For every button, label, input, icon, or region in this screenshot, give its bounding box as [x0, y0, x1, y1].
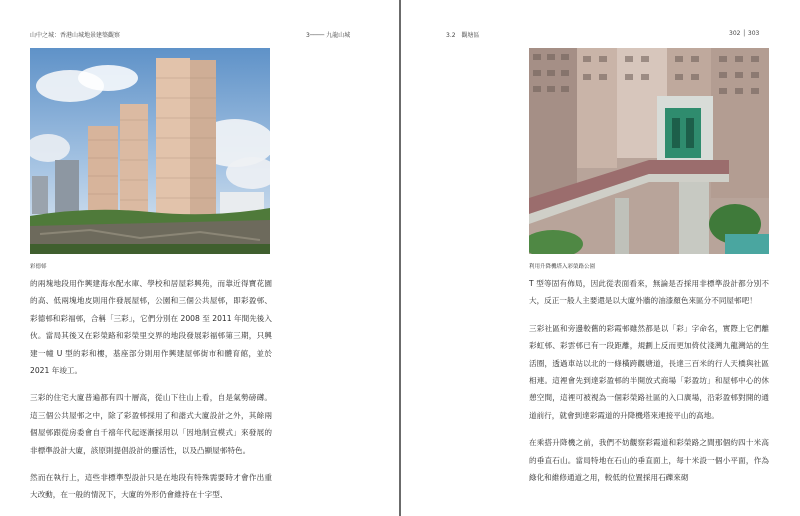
- right-body-text: [529, 275, 769, 496]
- left-paragraph-1: 的兩塊地段用作興建海水配水庫、學校和居屋彩興苑，而靠近得寶花園的高、低兩塊地皮則用作發展屋邨，公園和三個公共屋邨，即彩盈邨、彩德邨和彩福邨，合稱「三彩」，它們分別在 2008 至 2011 年間先後入伙。當局其後又在彩榮路和彩榮里交界的地段發展彩福邨第三期，只興建一幢 U 型的彩和樓，基座部分則用作興建屋邨街市和體育館，並於 2021 年竣工。: [30, 279, 272, 376]
- left-body-text: [30, 275, 272, 514]
- estate-photo-illustration: [30, 48, 270, 254]
- right-photo-caption: 利用升降機塔入彩榮路公園: [529, 264, 596, 270]
- book-title-header: 山中之城：香港山城地景建築觀察: [30, 32, 121, 39]
- right-page: [401, 0, 800, 516]
- chapter-header: 3──── 九龍山城: [306, 32, 351, 39]
- left-page: [0, 0, 399, 516]
- section-header: 3.2 觀塘區: [446, 32, 480, 39]
- left-photo-caption: 彩德邨: [30, 264, 47, 270]
- page-numbers: 302 │ 303: [729, 30, 760, 37]
- right-paragraph-3: 在乘搭升降機之前，我們不妨觀察彩霞道和彩榮路之間那個約四十米高的垂直石山。當局特地在石山的垂直面上，每十米設一個小平面，作為綠化和維修通道之用，較低的位置採用石礫來砌: [529, 438, 769, 483]
- right-paragraph-2: 三彩社區和旁邊較舊的彩霞邨雖然都是以「彩」字命名，實際上它們離彩虹邨、彩雲邨已有一段距離，規劃上反而更加倚仗淺灣九龍灣站的生活圈，透過車站以北的一條橫跨觀塘道，長達三百米的行人天橋與社區相連。這裡會先到達彩盈邨的半開放式商場「彩盈坊」和屋邨中心的休憩空間，這裡可被視為一個彩榮路社區的入口廣場，沿彩盈邨對開的通道前行，就會到達彩霞道的升降機塔來連接平山的高地。: [529, 323, 769, 420]
- estate-photo: [30, 48, 270, 254]
- lift-tower-photo: [529, 48, 769, 254]
- left-paragraph-3: 然而在執行上，這些非標準型設計只是在地段有特殊需要時才會作出重大改動，在一般的情況下，大廈的外形仍會維持在十字型、: [30, 473, 272, 500]
- right-paragraph-1: T 型等固有佈局，因此從表面看來，無論是否採用非標準設計都分別不大，反正一般人主要還是以大廈外牆的油漆顏色來區分不同屋邨吧！: [529, 279, 769, 306]
- left-paragraph-2: 三彩的住宅大廈普遍都有四十層高，從山下往山上看，自是氣勢磅礡。這三個公共屋邨之中，除了彩盈邨採用了和諧式大廈設計之外，其餘兩個屋邨跟從房委會自千禧年代起逐漸採用以「因地制宜模式」來發展的非標準設計大廈，該原則提倡設計的靈活性，以及凸顯屋邨特色。: [30, 393, 272, 455]
- lift-tower-photo-illustration: [529, 48, 769, 254]
